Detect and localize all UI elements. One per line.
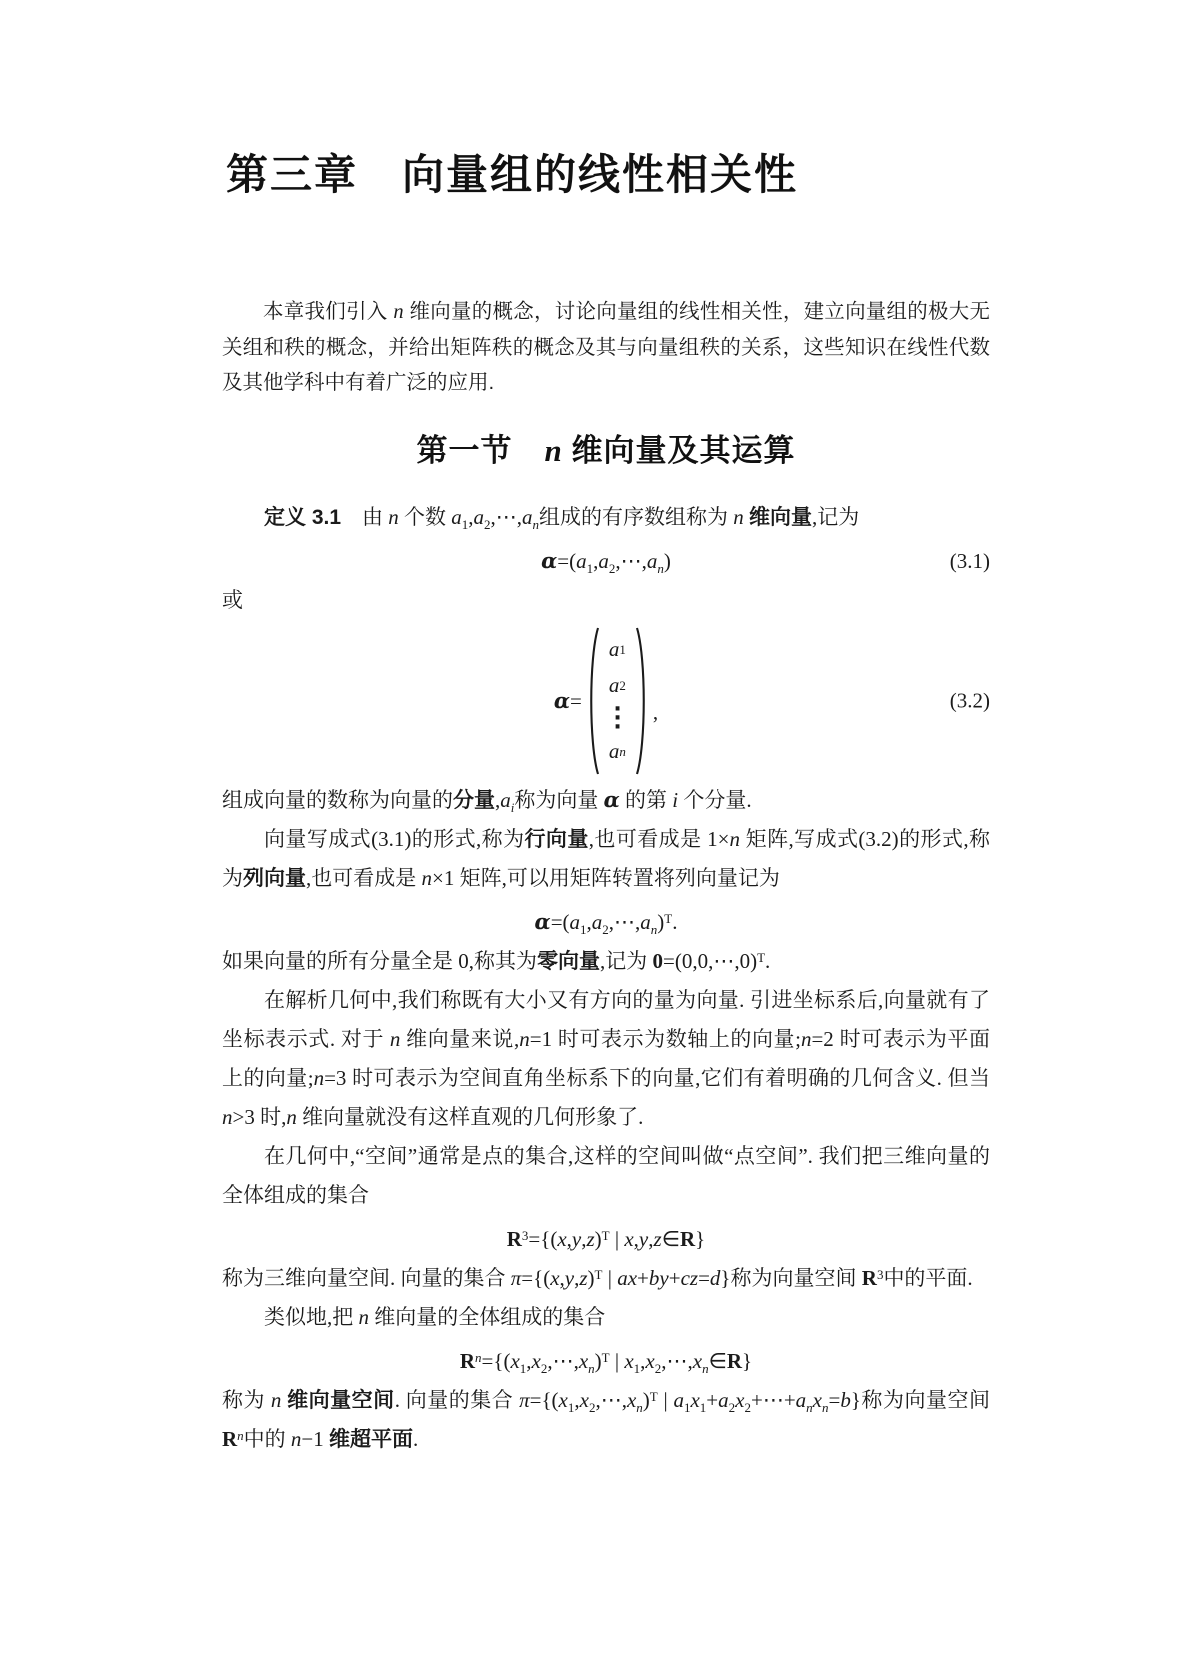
similarly-paragraph: 类似地,把 n 维向量的全体组成的集合: [264, 1304, 606, 1329]
vector-entries: [600, 633, 635, 769]
vector-entry: a n: [608, 739, 626, 764]
or-word: 或: [222, 587, 243, 612]
equation-3-2: [222, 622, 990, 780]
page-content: [222, 0, 990, 1459]
column-vector: [554, 626, 658, 776]
point-space-paragraph: 在几何中,“空间”通常是点的集合,这样的空间叫做“点空间”. 我们把三维向量的全体组成的集合: [222, 1143, 990, 1207]
right-parenthesis-icon: [635, 626, 650, 776]
rn-set-equation-body: $R^n=\{(x_1,x_2,\cdots,x_n)^T$ | $x_1,x_2,\cdots,x_n\in R$}: [459, 1348, 753, 1376]
vector-entry: a 2: [608, 673, 626, 698]
rn-space-paragraph: 称为 n 维向量空间. 向量的集合 $\pi=\{(x_1,x_2,\cdots,x_n)^T$ | $a_1x_1+a_2x_2+\cdots+a_nx_n=b$}称为向量空间 $R^n$中的 n−1 维超平面.: [222, 1387, 991, 1451]
zero-vector-paragraph: 如果向量的所有分量全是 0,称其为零向量,记为 0=(0,0,⋯,0)$^T$.: [222, 948, 771, 973]
r3-space-paragraph: 称为三维向量空间. 向量的集合 $\pi=\{(x,y,z)^T$ | ax+by+cz=d}称为向量空间 $R^3$中的平面.: [222, 1265, 973, 1290]
equation-3-2-number: (3.2): [949, 688, 990, 713]
intro-paragraph: 本章我们引入 n 维向量的概念，讨论向量组的线性相关性，建立向量组的极大无关组和秩的概念，并给出矩阵秩的概念及其与向量组秩的关系，这些知识在线性代数及其他学科中有着广泛的应用.: [222, 300, 990, 394]
equation-3-1-body: $\alpha=(a_1,a_2,\cdots,a_n)$: [541, 547, 671, 576]
transpose-equation-body: $\alpha=(a_1,a_2,\cdots,a_n)^T$.: [534, 908, 678, 937]
component-paragraph: 组成向量的数称为向量的分量$,a_i$称为向量 α 的第 i 个分量.: [222, 786, 752, 815]
r3-set-equation: [222, 1219, 990, 1259]
equation-3-1: [222, 541, 990, 581]
geometry-paragraph: 在解析几何中,我们称既有大小又有方向的量为向量. 引进坐标系后,向量就有了坐标表示式. 对于 n 维向量来说,n=1 时可表示为数轴上的向量;n=2 时可表示为平面上的向量;n=3 时可表示为空间直角坐标系下的向量,它们有着明确的几何含义. 但当 n>3 时,n 维向量就没有这样直观的几何形象了.: [222, 987, 991, 1129]
vector-entry: a 1: [608, 637, 626, 662]
transpose-equation: [222, 902, 990, 942]
equation-3-1-number: (3.1): [949, 548, 990, 573]
rn-set-equation: [222, 1341, 990, 1381]
equation-3-2-comma: ,: [652, 700, 659, 725]
section-title: 第一节 n 维向量及其运算: [416, 433, 796, 468]
equation-3-2-lhs: α=: [553, 687, 582, 713]
r3-set-equation-body: $R^3=\{(x,y,z)^T$ | x,y,z∈R}: [506, 1226, 706, 1251]
definition-3-1-paragraph: 定义 3.1 由 n 个数 $a_1,a_2,\cdots,a_n$组成的有序数组称为 n 维向量,记为: [264, 504, 860, 532]
row-column-vector-paragraph: 向量写成式(3.1)的形式,称为行向量,也可看成是 1×n 矩阵,写成式(3.2)的形式,称为列向量,也可看成是 n×1 矩阵,可以用矩阵转置将列向量记为: [222, 826, 990, 890]
vertical-dots: ···: [613, 697, 622, 741]
left-parenthesis-icon: [585, 626, 600, 776]
chapter-title: 第三章 向量组的线性相关性: [226, 151, 799, 198]
